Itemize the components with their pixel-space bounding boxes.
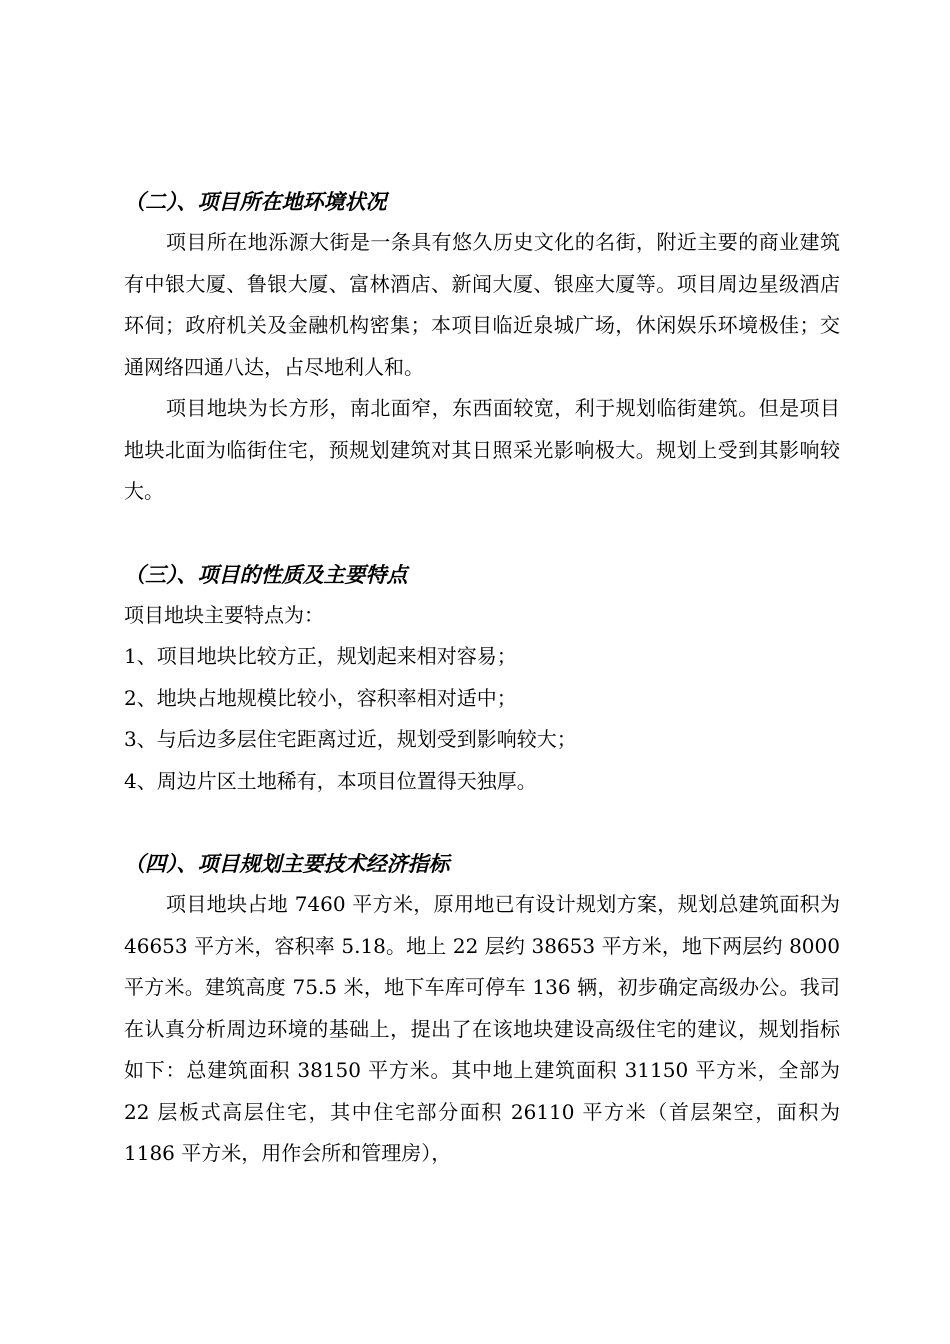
section-heading-environment: （二）、项目所在地环境状况 <box>124 189 387 214</box>
section-features <box>124 555 840 803</box>
section-gap <box>124 802 840 844</box>
paragraph-location: 项目所在地泺源大街是一条具有悠久历史文化的名街，附近主要的商业建筑有中银大厦、鲁银大厦、富林酒店、新闻大厦、银座大厦等。项目周边星级酒店环伺；政府机关及金融机构密集；本项目临近泉城广场，休闲娱乐环境极佳；交通网络四通八达，占尽地利人和。 <box>124 230 840 379</box>
feature-item-3: 3、与后边多层住宅距离过近，规划受到影响较大； <box>124 727 577 751</box>
section-gap <box>124 513 840 555</box>
features-intro: 项目地块主要特点为： <box>124 602 324 627</box>
section-heading-features: （三）、项目的性质及主要特点 <box>124 561 408 587</box>
feature-item-4: 4、周边片区土地稀有，本项目位置得天独厚。 <box>124 768 537 793</box>
section-indicators <box>124 844 840 1175</box>
section-heading-indicators: （四）、项目规划主要技术经济指标 <box>124 851 450 876</box>
feature-item-2: 2、地块占地规模比较小，容积率相对适中； <box>124 685 517 710</box>
section-environment <box>124 182 840 513</box>
paragraph-indicators: 项目地块占地 7460 平方米，原用地已有设计规划方案，规划总建筑面积为 46653 平方米，容积率 5.18。地上 22 层约 38653 平方米，地下两层约 8000 平方米。建筑高度 75.5 米，地下车库可停车 136 辆，初步确定高级办公。我司在认真分析周边环境的基础上，提出了在该地块建设高级住宅的建议，规划指标如下：总建筑面积 38150 平方米。其中地上建筑面积 31150 平方米，全部为 22 层板式高层住宅，其中住宅部分面积 26110 平方米（首层架空，面积为 1186 平方米，用作会所和管理房）， <box>124 892 840 1165</box>
feature-item-1: 1、项目地块比较方正，规划起来相对容易； <box>124 644 517 668</box>
paragraph-plot-shape: 项目地块为长方形，南北面窄，东西面较宽，利于规划临街建筑。但是项目地块北面为临街住宅，预规划建筑对其日照采光影响极大。规划上受到其影响较大。 <box>124 396 840 503</box>
document-body <box>124 182 840 1175</box>
